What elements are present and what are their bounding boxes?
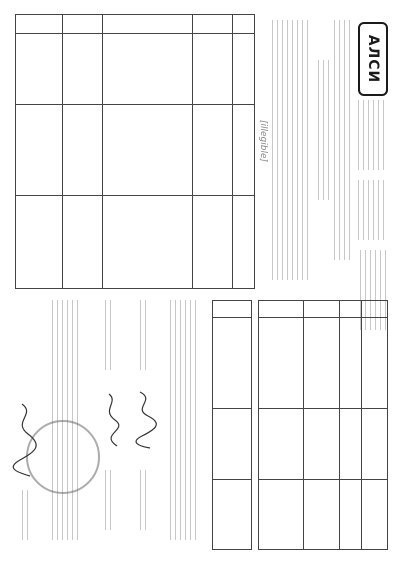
signatory-label-2 — [105, 300, 115, 370]
signatory-label-1 — [140, 300, 150, 370]
sample-info-block — [272, 20, 312, 280]
protocol-heading — [318, 60, 330, 200]
signatory-name-2 — [105, 470, 115, 530]
logo-text: АЛСИ — [365, 34, 381, 84]
signature-3 — [10, 400, 40, 480]
header-contact-block — [358, 180, 388, 240]
signatory-name-3 — [22, 490, 32, 540]
company-logo — [358, 22, 388, 96]
illegible-note: [illegible] — [258, 120, 268, 163]
results-table-right — [258, 300, 388, 550]
header-address-block — [358, 100, 388, 170]
title-line-1 — [334, 20, 350, 260]
results-table-right-2 — [212, 300, 252, 550]
conclusion-block — [170, 300, 200, 540]
signature-2 — [95, 390, 125, 450]
signatory-name-1 — [140, 470, 150, 530]
results-table-left — [15, 14, 255, 289]
signature-1 — [130, 390, 160, 450]
